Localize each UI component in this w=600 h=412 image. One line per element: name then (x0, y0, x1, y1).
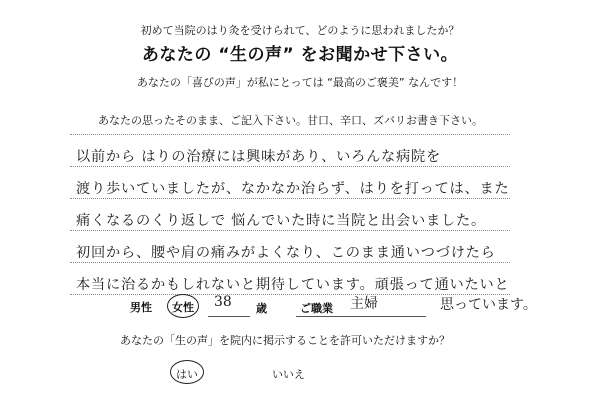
subtitle: あなたの「喜びの声」が私にとっては “最高のご褒美” なんです！ (136, 76, 464, 89)
ruled-line (70, 134, 510, 135)
occupation-underline (296, 316, 426, 317)
age-underline (208, 316, 250, 317)
ruled-line (70, 230, 510, 231)
selected-gender-circle (167, 294, 199, 318)
handwritten-line: 以前から はりの治療には興味があり、いろんな病院を (76, 149, 442, 165)
consent-question: あなたの「生の声」を院内に掲示することを許可いただけますか？ (120, 334, 450, 347)
consent-no-option[interactable]: いいえ (272, 368, 305, 381)
ruled-line (70, 198, 510, 199)
handwritten-line: 本当に治るかもしれないと期待しています。頑張って通いたいと (76, 277, 510, 293)
instruction-text: あなたの思ったそのまま、ご記入下さい。甘口、辛口、ズバリお書き下さい。 (98, 114, 483, 127)
gender-option-male[interactable]: 男性 (130, 301, 152, 314)
age-value: 38 (214, 294, 232, 310)
page-title: あなたの “生の声” をお聞かせ下さい。 (141, 45, 459, 65)
age-unit: 歳 (256, 302, 267, 315)
handwritten-continuation: 思っています。 (440, 297, 537, 313)
consent-yes-option[interactable]: はい (176, 368, 198, 381)
gender-option-female[interactable]: 女性 (172, 301, 194, 314)
handwritten-line: 渡り歩いていましたが、なかなか治らず、はりを打っては、また (76, 181, 510, 197)
ruled-line (70, 166, 510, 167)
occupation-label: ご職業 (300, 302, 333, 315)
handwritten-line: 初回から、腰や肩の痛みがよくなり、このまま通いつづけたら (76, 245, 496, 261)
ruled-line (70, 262, 510, 263)
occupation-value: 主婦 (350, 296, 378, 312)
intro-question: 初めて当院のはり灸を受けられて、どのように思われましたか？ (140, 24, 460, 37)
handwritten-line: 痛くなるのくり返しで 悩んでいた時に当院と出会いました。 (76, 213, 486, 229)
selected-consent-circle (170, 360, 204, 384)
